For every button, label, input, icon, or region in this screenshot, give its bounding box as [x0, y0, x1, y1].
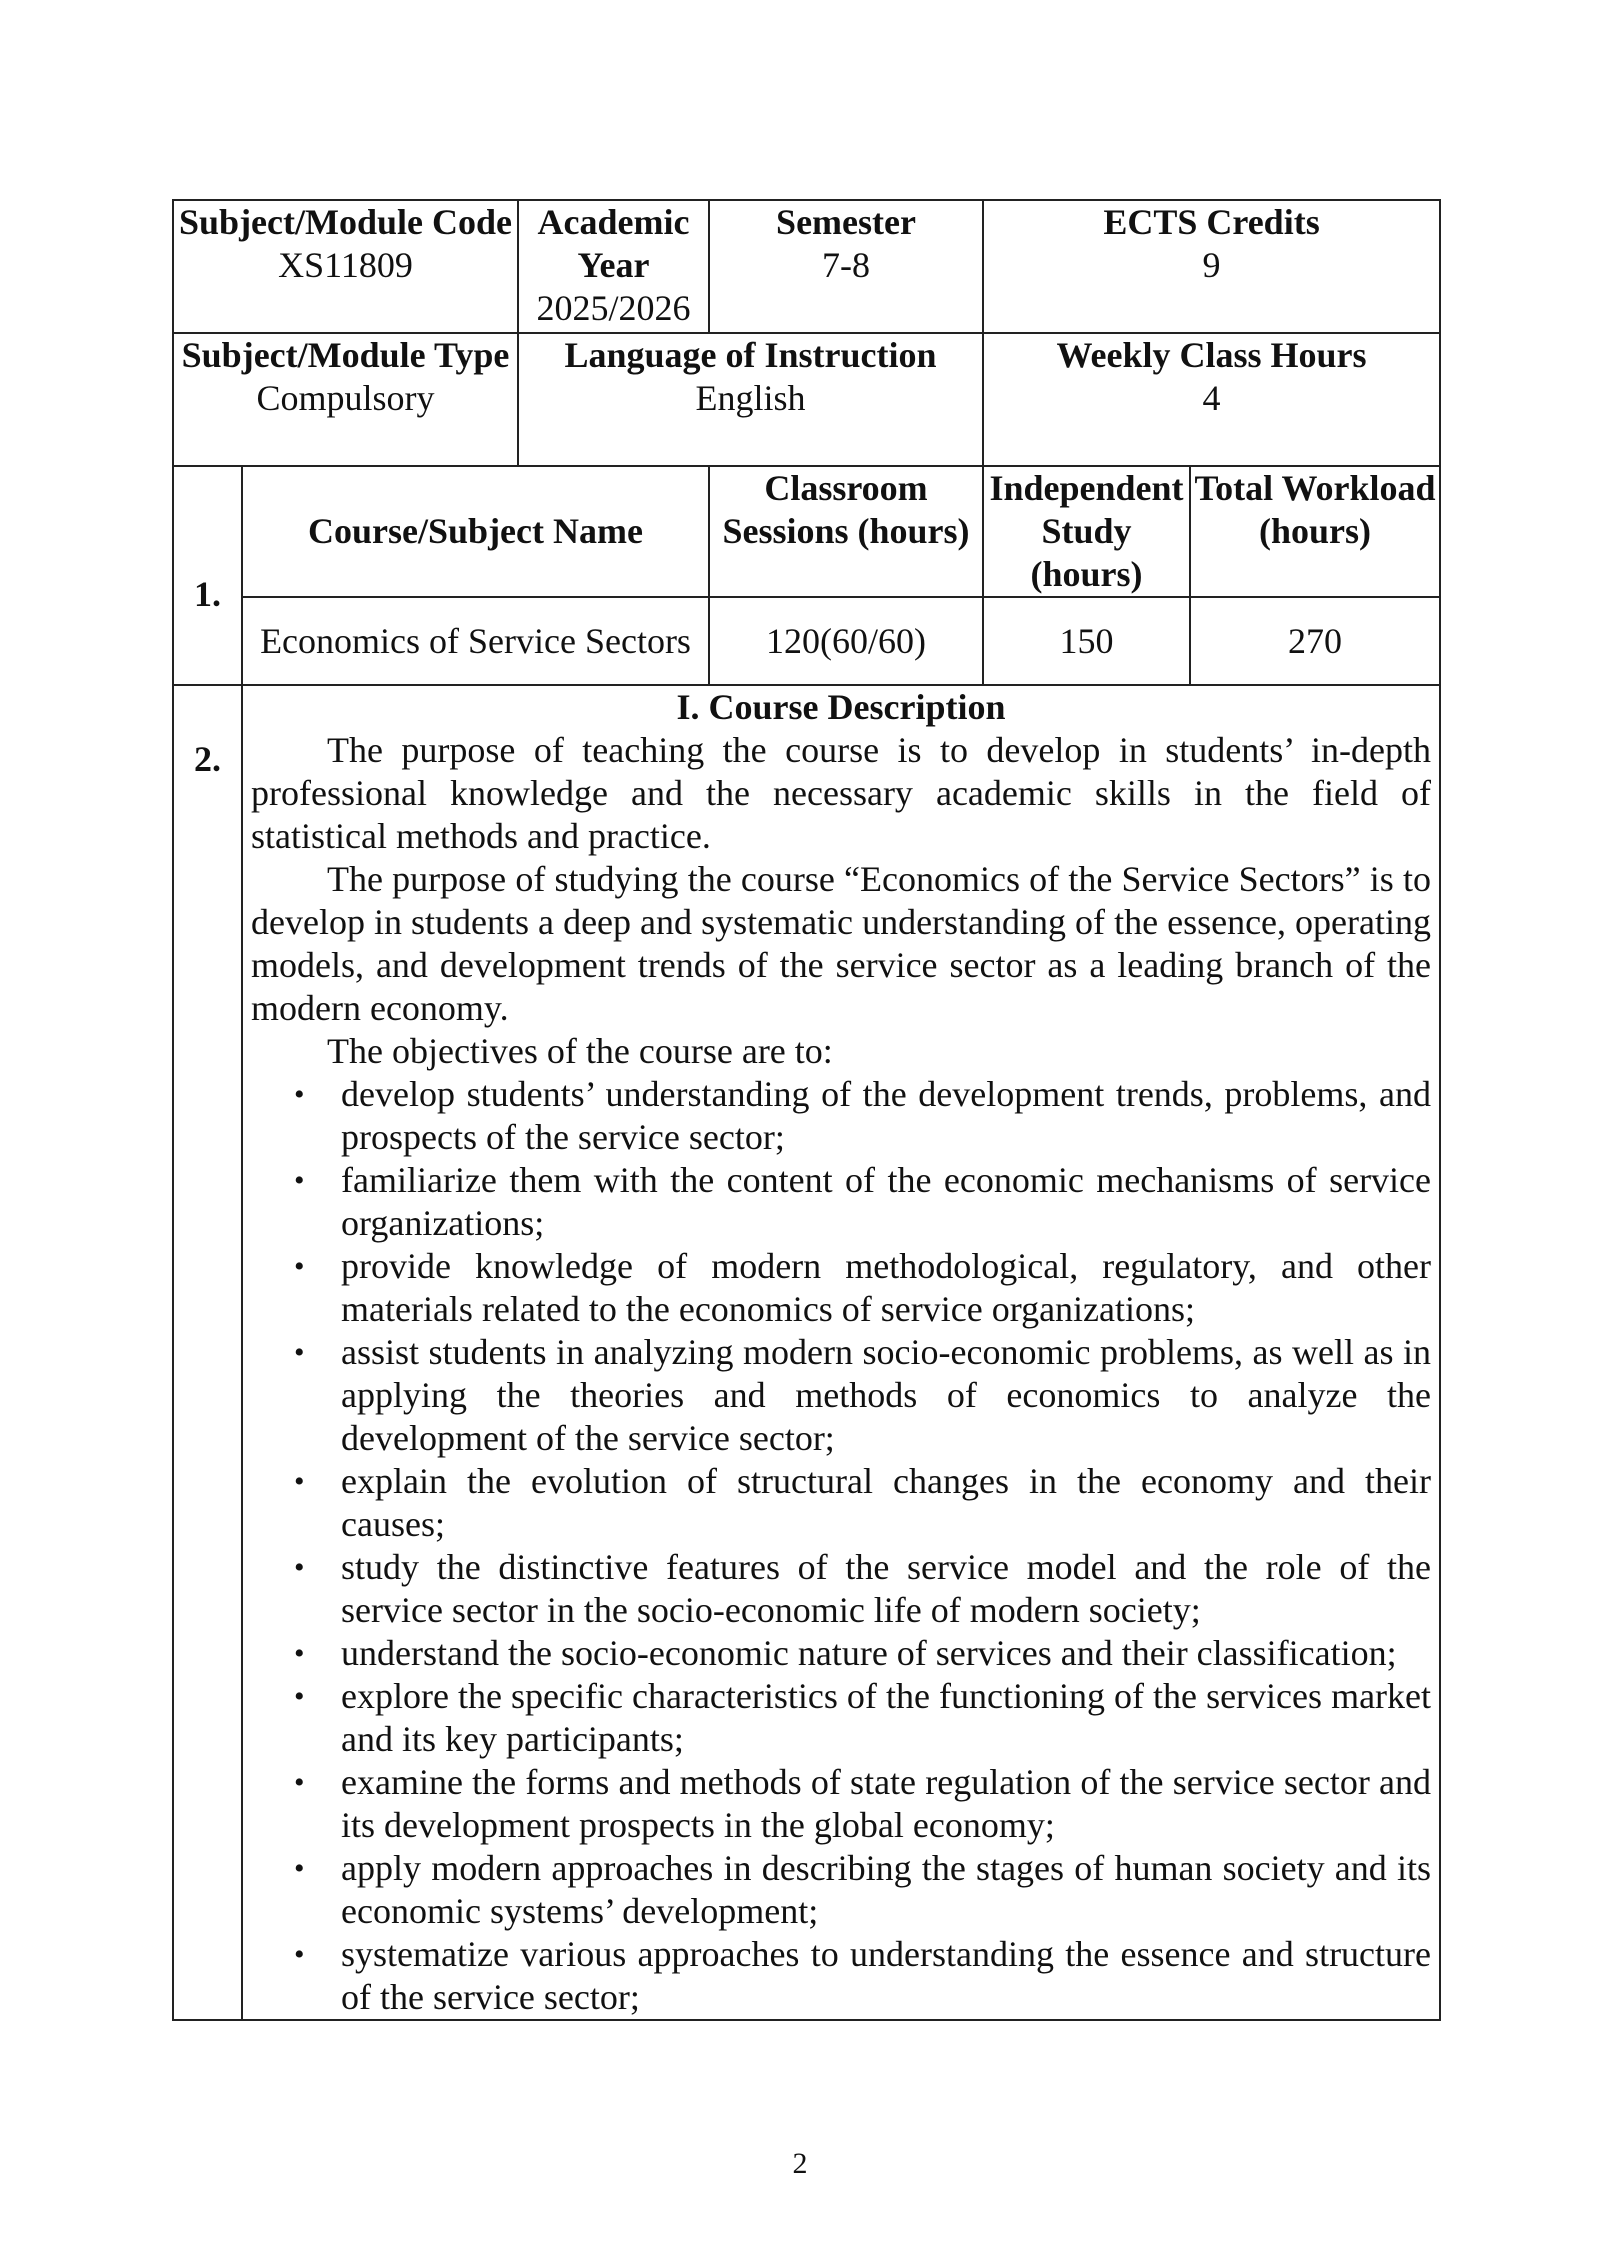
total-header — [1190, 466, 1440, 597]
independent-header — [983, 466, 1190, 597]
independent-hours-value: 150 — [983, 597, 1190, 685]
objective-item: • familiarize them with the content of the economic mechanisms of service organizations; — [341, 1159, 1431, 1245]
module-type-label: Subject/Module Type — [181, 335, 510, 375]
objective-item: • systematize various approaches to understanding the essence and structure of the service sector; — [341, 1933, 1431, 2019]
semester-label: Semester — [776, 202, 916, 242]
language-value: English — [695, 378, 806, 418]
classroom-hours-value: 120(60/60) — [709, 597, 983, 685]
ects-value: 9 — [1202, 245, 1221, 285]
objective-item: • provide knowledge of modern methodological, regulatory, and other materials related to the economics of service organizations; — [341, 1245, 1431, 1331]
independent-label: Independent Study (hours) — [989, 468, 1184, 594]
semester-value: 7-8 — [822, 245, 870, 285]
objectives-list — [243, 1073, 1439, 2019]
objective-item: • examine the forms and methods of state regulation of the service sector and its development prospects in the global economy; — [341, 1761, 1431, 1847]
language-label: Language of Instruction — [564, 335, 937, 375]
academic-year-value: 2025/2026 — [536, 288, 691, 328]
section1-header-row — [173, 466, 1440, 597]
academic-year-label: Academic Year — [537, 202, 690, 285]
weekly-hours-label: Weekly Class Hours — [1056, 335, 1367, 375]
page-number: 2 — [792, 2147, 808, 2180]
course-description-cell — [242, 685, 1440, 2020]
course-description-title: I. Course Description — [676, 687, 1006, 727]
course-name-value: Economics of Service Sectors — [242, 597, 709, 685]
objective-item: • assist students in analyzing modern socio-economic problems, as well as in applying the theories and methods of economics to analyze the development of the service sector; — [341, 1331, 1431, 1460]
module-code-cell — [173, 200, 518, 333]
header-row-1 — [173, 200, 1440, 333]
total-label: Total Workload (hours) — [1194, 468, 1436, 551]
syllabus-table — [172, 199, 1441, 2021]
objective-item: • apply modern approaches in describing the stages of human society and its economic systems’ development; — [341, 1847, 1431, 1933]
language-cell — [518, 333, 983, 466]
objective-item: • understand the socio-economic nature of services and their classification; — [341, 1632, 1431, 1675]
objective-item: • explore the specific characteristics of the functioning of the services market and its key participants; — [341, 1675, 1431, 1761]
section2-row — [173, 685, 1440, 2020]
objective-item: • explain the evolution of structural changes in the economy and their causes; — [341, 1460, 1431, 1546]
semester-cell — [709, 200, 983, 333]
description-paragraph-1: The purpose of teaching the course is to develop in students’ in-depth professional knowledge and the necessary academic skills in the field of statistical methods and practice. — [251, 730, 1432, 856]
ects-cell — [983, 200, 1440, 333]
module-code-label: Subject/Module Code — [179, 202, 512, 242]
module-type-value: Compulsory — [256, 378, 435, 418]
section-number-2: 2. — [173, 685, 242, 2020]
academic-year-cell — [518, 200, 709, 333]
course-name-header — [242, 466, 709, 597]
weekly-hours-cell — [983, 333, 1440, 466]
objectives-intro: The objectives of the course are to: — [327, 1031, 833, 1071]
course-name-label: Course/Subject Name — [308, 511, 643, 551]
weekly-hours-value: 4 — [1202, 378, 1221, 418]
description-paragraph-2: The purpose of studying the course “Economics of the Service Sectors” is to develop in students a deep and systematic understanding of the essence, operating models, and development trends of the service sector as a leading branch of the modern economy. — [251, 859, 1432, 1028]
classroom-header — [709, 466, 983, 597]
objective-item: • develop students’ understanding of the development trends, problems, and prospects of the service sector; — [341, 1073, 1431, 1159]
section1-value-row — [173, 597, 1440, 685]
classroom-label: Classroom Sessions (hours) — [722, 468, 970, 551]
objective-item: • study the distinctive features of the service model and the role of the service sector in the socio-economic life of modern society; — [341, 1546, 1431, 1632]
module-code-value: XS11809 — [278, 245, 413, 285]
ects-label: ECTS Credits — [1103, 202, 1320, 242]
header-row-2 — [173, 333, 1440, 466]
total-hours-value: 270 — [1190, 597, 1440, 685]
section-number-1: 1. — [173, 466, 242, 685]
module-type-cell — [173, 333, 518, 466]
